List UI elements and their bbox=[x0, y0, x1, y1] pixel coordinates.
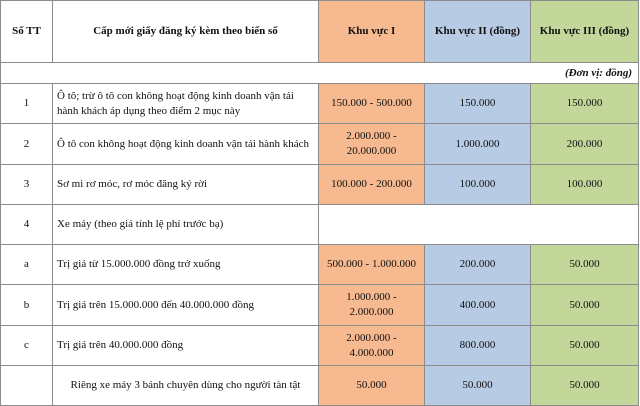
row-khu-vuc-1: 2.000.000 - 20.000.000 bbox=[319, 124, 425, 165]
row-khu-vuc-1: 100.000 - 200.000 bbox=[319, 165, 425, 205]
row-khu-vuc-2: 200.000 bbox=[425, 245, 531, 285]
row-stt: c bbox=[1, 326, 53, 366]
header-row bbox=[1, 1, 639, 63]
row-khu-vuc-3: 50.000 bbox=[531, 366, 639, 406]
table-row bbox=[1, 285, 639, 326]
row-khu-vuc-2: 800.000 bbox=[425, 326, 531, 366]
table-row bbox=[1, 84, 639, 124]
row-stt: 4 bbox=[1, 205, 53, 245]
row-stt: 3 bbox=[1, 165, 53, 205]
row-khu-vuc-3: 200.000 bbox=[531, 124, 639, 165]
header-khu-vuc-3: Khu vực III (đồng) bbox=[531, 1, 639, 63]
row-khu-vuc-2: 150.000 bbox=[425, 84, 531, 124]
row-stt: 1 bbox=[1, 84, 53, 124]
row-description: Trị giá trên 40.000.000 đồng bbox=[53, 326, 319, 366]
row-description: Trị giá trên 15.000.000 đến 40.000.000 đồng bbox=[53, 285, 319, 326]
row-khu-vuc-3: 100.000 bbox=[531, 165, 639, 205]
row-description: Riêng xe máy 3 bánh chuyên dùng cho người tàn tật bbox=[53, 366, 319, 406]
row-khu-vuc-3: 50.000 bbox=[531, 326, 639, 366]
row-khu-vuc-1: 50.000 bbox=[319, 366, 425, 406]
header-khu-vuc-2: Khu vực II (đồng) bbox=[425, 1, 531, 63]
row-stt: a bbox=[1, 245, 53, 285]
row-description: Ô tô con không hoạt động kinh doanh vận tải hành khách bbox=[53, 124, 319, 165]
row-khu-vuc-2: 1.000.000 bbox=[425, 124, 531, 165]
row-khu-vuc-1: 150.000 - 500.000 bbox=[319, 84, 425, 124]
row-stt: 2 bbox=[1, 124, 53, 165]
row-khu-vuc-2: 50.000 bbox=[425, 366, 531, 406]
row-stt: b bbox=[1, 285, 53, 326]
row-khu-vuc-2: 100.000 bbox=[425, 165, 531, 205]
table-row bbox=[1, 245, 639, 285]
row-description: Xe máy (theo giá tính lệ phí trước bạ) bbox=[53, 205, 319, 245]
header-stt: Số TT bbox=[1, 1, 53, 63]
row-khu-vuc-3: 50.000 bbox=[531, 285, 639, 326]
unit-row bbox=[1, 63, 639, 84]
row-khu-vuc-1: 1.000.000 - 2.000.000 bbox=[319, 285, 425, 326]
header-description: Cấp mới giấy đăng ký kèm theo biển số bbox=[53, 1, 319, 63]
row-khu-vuc-2: 400.000 bbox=[425, 285, 531, 326]
row-description: Trị giá từ 15.000.000 đồng trở xuống bbox=[53, 245, 319, 285]
unit-note: (Đơn vị: đồng) bbox=[1, 63, 639, 84]
row-description: Ô tô; trừ ô tô con không hoạt động kinh doanh vận tải hành khách áp dụng theo điểm 2 mục này bbox=[53, 84, 319, 124]
row-khu-vuc-3: 50.000 bbox=[531, 245, 639, 285]
row-khu-vuc-3: 150.000 bbox=[531, 84, 639, 124]
table-row bbox=[1, 326, 639, 366]
row-khu-vuc-1: 2.000.000 - 4.000.000 bbox=[319, 326, 425, 366]
row-khu-vuc-1: 500.000 - 1.000.000 bbox=[319, 245, 425, 285]
row-empty-values bbox=[319, 205, 639, 245]
table-row bbox=[1, 366, 639, 406]
table-row bbox=[1, 165, 639, 205]
table-row bbox=[1, 124, 639, 165]
table-row bbox=[1, 205, 639, 245]
header-khu-vuc-1: Khu vực I bbox=[319, 1, 425, 63]
row-description: Sơ mi rơ móc, rơ móc đăng ký rời bbox=[53, 165, 319, 205]
row-stt bbox=[1, 366, 53, 406]
